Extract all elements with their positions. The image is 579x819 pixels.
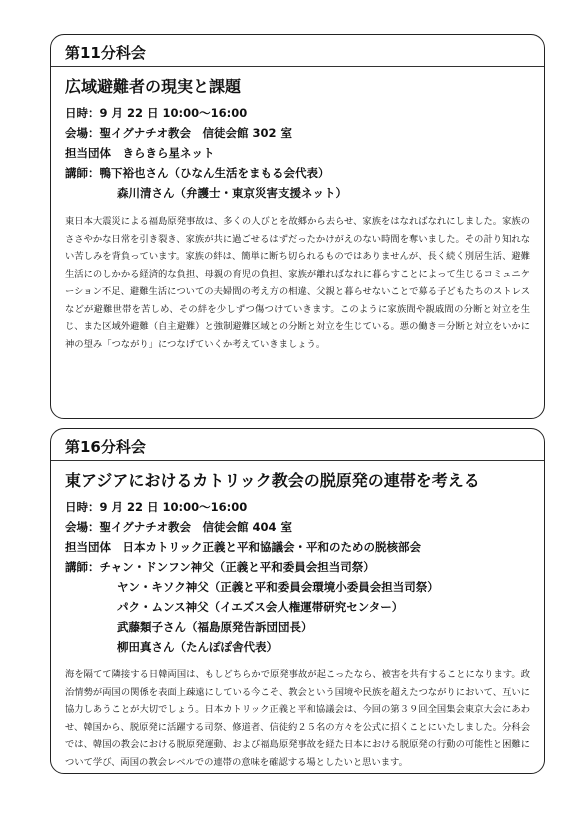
speaker: 鴨下裕也さん（ひなん生活をまもる会代表）: [99, 166, 330, 180]
speaker: 森川清さん（弁護士・東京災害支援ネット）: [117, 186, 347, 200]
session-organizer: 担当団体 きらきら星ネット: [65, 146, 215, 160]
session-title: 東アジアにおけるカトリック教会の脱原発の連帯を考える: [65, 471, 480, 490]
session-description: 東日本大震災による福島原発事故は、多くの人びとを故郷から去らせ、家族をはなればなれにしました。家族のささやかな日常を引き裂き、家族が共に過ごせるはずだったかけがえのない時間を奪いました。その計り知れない苦しみを背負っています。家族の絆は、簡単に断ち切られるものではありませんが、長く続く別居生活、避難生活にのしかかる経済的な負担、母親の育児の負担、家族が離ればなれに暮らすことによって生じるコミュニケーション不足、避難生活についての夫婦間の考え方の相違、父親と暮らせないことで募る子どもたちのストレスなどが避難世帯を苦しめ、その絆を少しずつ傷つけていきます。このように家族間や親戚間の分断と対立を生じ、また区域外避難（自主避難）と強制避難区域との分断と対立を生じている。悪の働き＝分断と対立をいかに神の望み「つながり」につなげていくか考えていきましょう。: [65, 216, 530, 350]
session-title: 広域避難者の現実と課題: [65, 77, 242, 96]
session-date: 日時：9 月 22 日 10:00～16:00: [65, 106, 248, 120]
speaker: チャン・ドンフン神父（正義と平和委員会担当司祭）: [99, 560, 375, 574]
session-date: 日時：9 月 22 日 10:00～16:00: [65, 500, 248, 514]
speaker: 武藤類子さん（福島原発告訴団団長）: [117, 620, 313, 634]
speaker: 柳田真さん（たんぽぽ舎代表）: [117, 640, 278, 654]
divider: [51, 66, 544, 67]
session-organizer: 担当団体 日本カトリック正義と平和協議会・平和のための脱核部会: [65, 540, 422, 554]
session-venue: 会場：聖イグナチオ教会 信徒会館 302 室: [65, 126, 293, 140]
speaker-line: [65, 557, 530, 577]
speakers-label: 講師：: [65, 560, 100, 574]
divider: [51, 460, 544, 461]
speakers-label: 講師：: [65, 166, 100, 180]
speaker-line: [65, 163, 530, 183]
session-heading: 第16分科会: [65, 438, 146, 456]
session-box-16: [50, 428, 545, 774]
session-box-11: [50, 34, 545, 419]
session-description: 海を隔てて隣接する日韓両国は、もしどちらかで原発事故が起こったなら、被害を共有することになります。政治情勢が両国の関係を表面上疎遠にしている今こそ、教会という国境や民族を超えたつながりにおいて、互いに協力しあうことが大切でしょう。日本カトリック正義と平和協議会は、今回の第３９回全国集会東京大会にあわせ、韓国から、脱原発に活躍する司祭、修道者、信徒約２５名の方々を公式に招くことにいたしました。分科会では、韓国の教会における脱原発運動、および福島原発事故を経た日本における脱原発の行動の可能性と困難について学び、両国の教会レベルでの連帯の意味を確認する場としたいと思います。: [65, 669, 530, 768]
session-heading: 第11分科会: [65, 44, 146, 62]
session-venue: 会場：聖イグナチオ教会 信徒会館 404 室: [65, 520, 293, 534]
speaker: パク・ムンス神父（イエズス会人権運帯研究センター）: [117, 600, 404, 614]
speaker: ヤン・キソク神父（正義と平和委員会環境小委員会担当司祭）: [117, 580, 439, 594]
